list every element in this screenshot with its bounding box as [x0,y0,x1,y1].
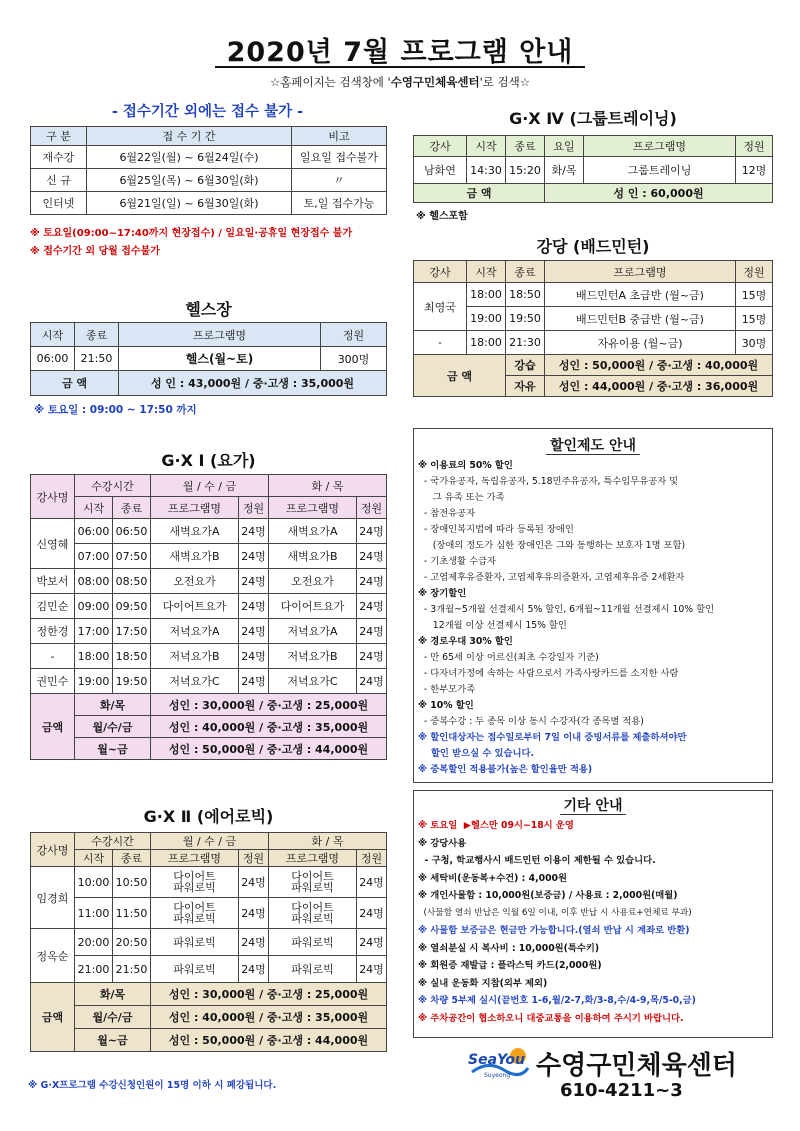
gx2-title: G·X Ⅱ (에어로빅) [143,807,274,826]
discount-box [413,428,773,783]
gx1-instructor: 김민순 [31,594,75,619]
badminton-table-wrap [413,260,773,397]
gx1-cell: 06:00 [75,519,113,544]
gx1-cell: 17:50 [113,619,151,644]
gx4-fee-label: 금 액 [414,184,545,203]
discount-line: ※ 장기할인 [418,588,467,599]
registration-table [30,126,387,215]
seayou-logo [468,1046,532,1082]
gym-header: 프로그램명 [119,323,321,347]
gx4-cell: 그룹트레이닝 [584,157,736,184]
gx1-cell: 19:00 [75,669,113,694]
gym-note: ※ 토요일 : 09:00 ~ 17:50 까지 [34,404,197,416]
gx1-instructor: - [31,644,75,669]
gx2-cell: 다이어트 파워로빅 [269,898,357,929]
gx1-cell: 08:50 [113,569,151,594]
gx1-fee-price: 성인 : 30,000원 / 중·고생 : 25,000원 [151,694,387,716]
gx1-cell: 24명 [357,519,387,544]
discount-line: - 중복수강 : 두 종목 이상 동시 수강자(각 종목별 적용) [418,716,644,727]
bad-cell: 배드민턴B 중급반 (월~금) [545,307,736,331]
gx2-cell: 10:50 [113,867,151,898]
gx2-fee-days: 월/수/금 [75,1006,151,1029]
gx2-cell: 24명 [357,867,387,898]
gx4-title: G·X Ⅳ (그룹트레이닝) [509,109,677,128]
gym-cell: 06:00 [31,347,75,371]
page-title: 2020년 7월 프로그램 안내 [226,37,574,68]
gx2-sub: 정원 [239,850,269,867]
gx2-cell: 24명 [239,867,269,898]
gx2-cell: 파워로빅 [151,929,239,956]
gx1-sub: 종료 [113,497,151,519]
gx2-sub: 프로그램명 [151,850,239,867]
gx2-instructor: 정옥순 [31,929,75,983]
gx1-cell: 오전요가 [269,569,357,594]
discount-line: - 참전유공자 [418,508,476,519]
registration-note-1: ※ 토요일(09:00~17:40까지 현장접수) / 일요일·공휴일 현장접수 불가 [30,228,353,239]
bad-cell: 30명 [736,331,773,355]
etc-line: ※ 주차공간이 협소하오니 대중교통을 이용하여 주시기 바랍니다. [418,1012,684,1024]
gx2-cell: 11:00 [75,898,113,929]
discount-title-text: 할인제도 안내 [546,438,640,455]
gx2-cell: 다이어트 파워로빅 [151,867,239,898]
gym-header: 정원 [321,323,387,347]
gx2-col-tt: 화 / 목 [269,833,387,850]
gym-title: 헬스장 [185,300,232,319]
badminton-title: 강당 (배드민턴) [536,237,650,256]
badminton-table [413,260,773,397]
gx1-cell: 다이어트요가 [151,594,239,619]
bad-fee-type: 강습 [506,355,545,376]
gx4-table [413,135,773,203]
registration-table-wrap [30,126,387,215]
page-subtitle [0,74,800,90]
etc-box [413,790,773,1038]
gx1-cell: 저녁요가B [151,644,239,669]
discount-list [414,455,772,778]
gx2-cell: 24명 [239,956,269,983]
bad-cell: 15명 [736,283,773,307]
discount-line: - 3개월~5개월 선결제시 5% 할인, 6개월~11개월 선결제시 10% 할인 [418,604,715,615]
gx2-cell: 11:50 [113,898,151,929]
registration-note-2: ※ 접수기간 외 당월 접수불가 [30,246,160,257]
gx4-table-wrap [413,135,773,203]
etc-line: ※ 회원증 재발급 : 플라스틱 카드(2,000원) [418,960,602,971]
gx2-sub: 시작 [75,850,113,867]
gx2-col-instructor: 강사명 [31,833,75,867]
reg-cell: 토,일 접수가능 [292,192,387,215]
gym-cell: 21:50 [75,347,119,371]
bad-cell: 21:30 [506,331,545,355]
reg-cell: 재수강 [31,146,87,169]
gx2-cell: 파워로빅 [269,956,357,983]
gx1-cell: 24명 [239,544,269,569]
gx1-sub: 프로그램명 [151,497,239,519]
gx2-fee-price: 성인 : 50,000원 / 중·고생 : 44,000원 [151,1029,387,1052]
discount-line: (장애의 정도가 심한 장애인은 그와 동행하는 보호자 1명 포함) [418,540,686,551]
bad-header: 강사 [414,261,467,283]
etc-line: ※ 차량 5부제 실시(끝번호 1-6,월/2-7,화/3-8,수/4-9,목/5-0,금) [418,995,696,1006]
gx1-cell: 다이어트요가 [269,594,357,619]
reg-header: 구 분 [31,127,87,146]
gx2-cell: 24명 [357,956,387,983]
gx2-sub: 정원 [357,850,387,867]
gx1-fee-days: 화/목 [75,694,151,716]
gx2-cell: 20:00 [75,929,113,956]
gx4-header: 프로그램명 [584,136,736,157]
gx1-sub: 프로그램명 [269,497,357,519]
discount-line: - 국가유공자, 독립유공자, 5.18민주유공자, 특수임무유공자 및 [418,476,679,487]
gx1-instructor: 박보서 [31,569,75,594]
gx1-cell: 06:50 [113,519,151,544]
bad-header: 종료 [506,261,545,283]
gx1-cell: 저녁요가C [269,669,357,694]
gx1-cell: 24명 [239,594,269,619]
discount-line: ※ 10% 할인 [418,700,474,711]
gx4-note: ※ 헬스포함 [416,211,468,222]
bad-cell: 19:00 [467,307,506,331]
reg-header: 접 수 기 간 [87,127,292,146]
gx2-cell: 21:00 [75,956,113,983]
gx1-cell: 새벽요가A [151,519,239,544]
center-name: 수영구민체육센터 [536,1051,737,1081]
bad-header: 시작 [467,261,506,283]
gx1-cell: 24명 [357,544,387,569]
etc-title [414,795,772,815]
gx4-cell: 14:30 [467,157,506,184]
center-phone: 610-4211~3 [560,1080,683,1101]
logo-sub: Suyeong [484,1072,511,1079]
subtitle-post: '로 검색☆ [479,75,531,89]
gx1-col-instructor: 강사명 [31,475,75,519]
gx1-table [30,474,387,760]
etc-line: (사물함 열쇠 반납은 익월 6일 이내, 이후 반납 시 사용료+연체료 부과) [418,907,692,918]
gx1-sub: 정원 [239,497,269,519]
gx1-fee-label: 금액 [31,694,75,760]
gx1-col-time: 수강시간 [75,475,151,497]
gx1-fee-days: 월/수/금 [75,716,151,738]
etc-line: ※ 개인사물함 : 10,000원(보증금) / 사용료 : 2,000원(매월) [418,890,678,901]
gym-fee-label: 금 액 [31,371,119,396]
gym-fee: 성 인 : 43,000원 / 중·고생 : 35,000원 [119,371,387,396]
gx1-cell: 새벽요가B [269,544,357,569]
title-underline [215,66,585,68]
reg-cell: 〃 [292,169,387,192]
gx2-cell: 10:00 [75,867,113,898]
gx1-fee-days: 월~금 [75,738,151,760]
bad-fee-type: 자유 [506,376,545,397]
gx1-cell: 24명 [239,644,269,669]
gx1-cell: 19:50 [113,669,151,694]
gx1-cell: 07:00 [75,544,113,569]
gx2-fee-days: 화/목 [75,983,151,1006]
discount-line: 할인 받으실 수 있습니다. [418,748,534,759]
reg-cell: 신 규 [31,169,87,192]
registration-title: - 접수기간 외에는 접수 불가 - [111,104,304,120]
gx4-cell: 12명 [736,157,773,184]
gx2-fee-price: 성인 : 30,000원 / 중·고생 : 25,000원 [151,983,387,1006]
gx1-cell: 24명 [357,644,387,669]
gx2-note: ※ G·X프로그램 수강신청인원이 15명 이하 시 폐강됩니다. [28,1080,277,1091]
discount-line: ※ 할인대상자는 접수일로부터 7일 이내 증빙서류를 제출하셔야만 [418,732,687,743]
bad-cell: 18:00 [467,283,506,307]
bad-header: 정원 [736,261,773,283]
discount-line: - 장애인복지법에 따라 등록된 장애인 [418,524,574,535]
bad-cell: 18:50 [506,283,545,307]
gx1-cell: 새벽요가B [151,544,239,569]
etc-line: ※ 실내 운동화 지참(외부 제외) [418,977,548,989]
gym-cell: 헬스(월~토) [119,347,321,371]
gx1-cell: 오전요가 [151,569,239,594]
gx1-cell: 17:00 [75,619,113,644]
gx1-cell: 24명 [357,569,387,594]
gx1-cell: 24명 [239,519,269,544]
gx1-fee-price: 성인 : 40,000원 / 중·고생 : 35,000원 [151,716,387,738]
gym-table-wrap [30,322,387,396]
gx2-cell: 다이어트 파워로빅 [269,867,357,898]
gx1-col-tt: 화 / 목 [269,475,387,497]
reg-header: 비고 [292,127,387,146]
subtitle-pre: ☆홈페이지는 검색창에 ' [269,75,391,89]
gx1-instructor: 권민수 [31,669,75,694]
gx1-table-wrap [30,474,387,760]
bad-fee-price: 성인 : 44,000원 / 중·고생 : 36,000원 [545,376,773,397]
bad-cell: 15명 [736,307,773,331]
gym-header: 시작 [31,323,75,347]
gx1-cell: 저녁요가B [269,644,357,669]
gx1-cell: 새벽요가A [269,519,357,544]
gx2-sub: 프로그램명 [269,850,357,867]
gx2-sub: 종료 [113,850,151,867]
gx1-cell: 07:50 [113,544,151,569]
gx2-cell: 24명 [357,929,387,956]
gx1-cell: 18:00 [75,644,113,669]
etc-line: ※ 강당사용 [418,837,467,849]
discount-line: - 고엽제후유증환자, 고엽제후유의증환자, 고엽제후유증 2세환자 [418,572,685,583]
bad-cell: 18:00 [467,331,506,355]
bad-instructor: 최영국 [414,283,467,331]
gx2-cell: 24명 [239,898,269,929]
reg-cell: 일요일 접수불가 [292,146,387,169]
gx4-cell: 남화연 [414,157,467,184]
bad-cell: 19:50 [506,307,545,331]
bad-instructor: - [414,331,467,355]
discount-title [414,435,772,455]
subtitle-bold: 수영구민체육센터 [390,75,480,89]
reg-cell: 인터넷 [31,192,87,215]
gx2-fee-price: 성인 : 40,000원 / 중·고생 : 35,000원 [151,1006,387,1029]
gx2-col-mwf: 월 / 수 / 금 [151,833,269,850]
gym-table [30,322,387,396]
gym-cell: 300명 [321,347,387,371]
discount-line: - 다자녀가정에 속하는 사람으로서 가족사랑카드를 소지한 사람 [418,668,679,679]
gx2-fee-days: 월~금 [75,1029,151,1052]
gx2-cell: 다이어트 파워로빅 [151,898,239,929]
gx2-cell: 21:50 [113,956,151,983]
gx2-cell: 파워로빅 [151,956,239,983]
discount-line: ※ 이용료의 50% 할인 [418,460,513,471]
gx1-cell: 24명 [357,594,387,619]
gx2-instructor: 임경희 [31,867,75,929]
etc-title-text: 기타 안내 [560,798,627,815]
gx1-cell: 24명 [357,669,387,694]
gx2-col-time: 수강시간 [75,833,151,850]
gx4-cell: 15:20 [506,157,545,184]
etc-line: ※ 토요일 ▶헬스만 09시~18시 운영 [418,820,574,831]
reg-cell: 6월21일(일) ~ 6월30일(화) [87,192,292,215]
logo-word: SeaYou [468,1052,525,1068]
discount-line: 12개월 이상 선결제시 15% 할인 [418,620,567,631]
gx1-title: G·X Ⅰ (요가) [161,451,256,470]
bad-cell: 자유이용 (월~금) [545,331,736,355]
gx2-table [30,832,387,1052]
reg-cell: 6월22일(월) ~ 6월24일(수) [87,146,292,169]
gx4-fee: 성 인 : 60,000원 [545,184,773,203]
gx1-col-mwf: 월 / 수 / 금 [151,475,269,497]
etc-line: ※ 세탁비(운동복+수건) : 4,000원 [418,872,567,884]
bad-fee-price: 성인 : 50,000원 / 중·고생 : 40,000원 [545,355,773,376]
gx2-table-wrap [30,832,387,1052]
discount-line: - 한부모가족 [418,684,476,695]
discount-line: ※ 중복할인 적용불가(높은 할인율만 적용) [418,764,593,775]
discount-line: 그 유족 또는 가족 [418,492,505,503]
discount-line: - 만 65세 이상 어르신(최초 수강일자 기준) [418,652,599,663]
gx2-cell: 24명 [357,898,387,929]
etc-line: - 구청, 학교행사시 배드민턴 이용이 제한될 수 있습니다. [418,855,656,866]
gx1-cell: 18:50 [113,644,151,669]
gx2-cell: 파워로빅 [269,929,357,956]
etc-line: ※ 열쇠분실 시 복사비 : 10,000원(특수키) [418,942,600,954]
bad-fee-label: 금 액 [414,355,506,397]
gx4-header: 정원 [736,136,773,157]
etc-line: ※ 사물함 보증금은 현금만 가능합니다.(열쇠 반납 시 계좌로 반환) [418,925,690,936]
gx1-instructor: 정한경 [31,619,75,644]
gx1-cell: 09:50 [113,594,151,619]
gx1-instructor: 신영혜 [31,519,75,569]
bad-header: 프로그램명 [545,261,736,283]
gx1-cell: 08:00 [75,569,113,594]
gx4-header: 요일 [545,136,584,157]
bad-cell: 배드민턴A 초급반 (월~금) [545,283,736,307]
gx1-cell: 24명 [239,619,269,644]
gx1-cell: 24명 [239,569,269,594]
gx2-cell: 20:50 [113,929,151,956]
gx1-cell: 저녁요가A [269,619,357,644]
reg-cell: 6월25일(목) ~ 6월30일(화) [87,169,292,192]
gx1-sub: 정원 [357,497,387,519]
gx1-fee-price: 성인 : 50,000원 / 중·고생 : 44,000원 [151,738,387,760]
gym-header: 종료 [75,323,119,347]
gx1-cell: 저녁요가C [151,669,239,694]
gx4-header: 강사 [414,136,467,157]
gx1-cell: 24명 [357,619,387,644]
gx4-header: 종료 [506,136,545,157]
gx1-cell: 09:00 [75,594,113,619]
gx4-cell: 화/목 [545,157,584,184]
etc-list [414,815,772,1027]
gx1-cell: 저녁요가A [151,619,239,644]
gx4-header: 시작 [467,136,506,157]
gx1-sub: 시작 [75,497,113,519]
discount-line: - 기초생활 수급자 [418,556,497,567]
gx1-cell: 24명 [239,669,269,694]
gx2-fee-label: 금액 [31,983,75,1052]
discount-line: ※ 경로우대 30% 할인 [418,636,513,647]
gx2-cell: 24명 [239,929,269,956]
